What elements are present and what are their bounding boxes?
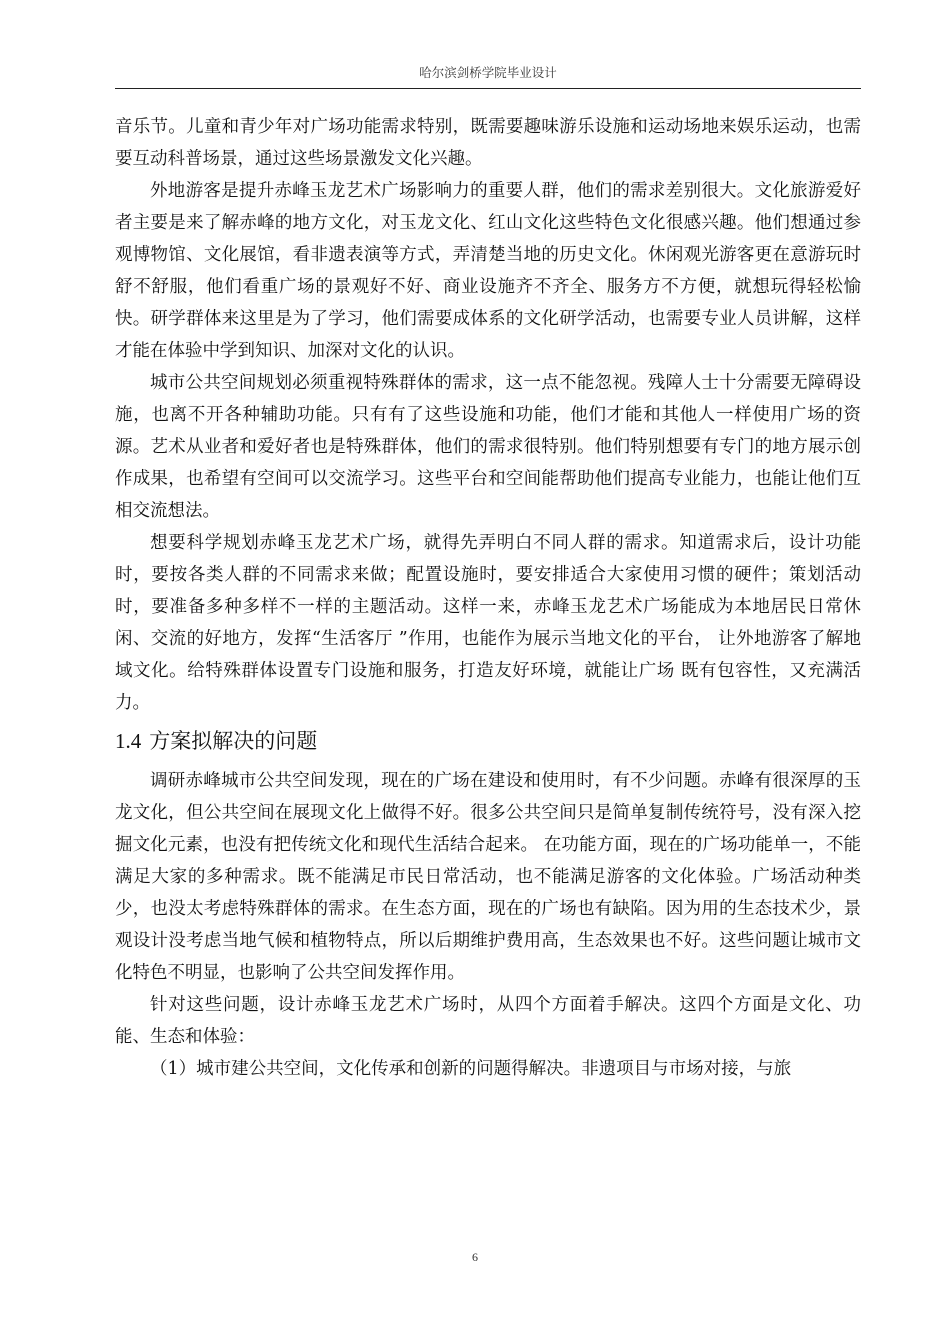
section-title: 方案拟解决的问题 bbox=[149, 729, 318, 753]
section-paragraph-3: （1）城市建公共空间，文化传承和创新的问题得解决。非遗项目与市场对接，与旅 bbox=[150, 1059, 792, 1079]
paragraph-4: 想要科学规划赤峰玉龙艺术广场，就得先弄明白不同人群的需求。知道需求后，设计功能时，要按各类人群的不同需求来做；配置设施时，要安排适合大家使用习惯的硬件；策划活动时，要准备多种多样不一样的主题活动。这样一来，赤峰玉龙艺术广场能成为本地居民日常休闲、交流的好地方，发挥“生活客厅 ”作用，也能作为展示当地文化的平台， 让外地游客了解地域文化。给特殊群体设置专门设施和服务，打造友好环境，就能让广场 既有包容性，又充满活力。 bbox=[115, 533, 861, 713]
page-number: 6 bbox=[472, 1250, 478, 1264]
section-paragraph-1: 调研赤峰城市公共空间发现，现在的广场在建设和使用时，有不少问题。赤峰有很深厚的玉龙文化，但公共空间在展现文化上做得不好。很多公共空间只是简单复制传统符号，没有深入挖掘文化元素，也没有把传统文化和现代生活结合起来。 在功能方面，现在的广场功能单一，不能满足大家的多种需求。既不能满足市民日常活动，也不能满足游客的文化体验。广场活动种类少，也没太考虑特殊群体的需求。在生态方面，现在的广场也有缺陷。因为用的生态技术少，景观设计没考虑当地气候和植物特点，所以后期维护费用高，生态效果也不好。这些问题让城市文化特色不明显，也影响了公共空间发挥作用。 bbox=[115, 771, 861, 983]
document-body bbox=[115, 111, 861, 1085]
section-number: 1.4 bbox=[115, 729, 142, 753]
header-title: 哈尔滨剑桥学院毕业设计 bbox=[419, 65, 557, 80]
page-header bbox=[115, 62, 861, 89]
paragraph-3: 城市公共空间规划必须重视特殊群体的需求，这一点不能忽视。残障人士十分需要无障碍设施，也离不开各种辅助功能。只有有了这些设施和功能，他们才能和其他人一样使用广场的资源。艺术从业者和爱好者也是特殊群体，他们的需求很特别。他们特别想要有专门的地方展示创作成果，也希望有空间可以交流学习。这些平台和空间能帮助他们提高专业能力，也能让他们互相交流想法。 bbox=[115, 373, 861, 521]
paragraph-1: 音乐节。儿童和青少年对广场功能需求特别，既需要趣味游乐设施和运动场地来娱乐运动，也需要互动科普场景，通过这些场景激发文化兴趣。 bbox=[115, 117, 861, 169]
paragraph-2: 外地游客是提升赤峰玉龙艺术广场影响力的重要人群，他们的需求差别很大。文化旅游爱好者主要是来了解赤峰的地方文化，对玉龙文化、红山文化这些特色文化很感兴趣。他们想通过参观博物馆、文化展馆，看非遗表演等方式，弄清楚当地的历史文化。休闲观光游客更在意游玩时舒不舒服，他们看重广场的景观好不好、商业设施齐不齐全、服务方不方便，就想玩得轻松愉快。研学群体来这里是为了学习，他们需要成体系的文化研学活动，也需要专业人员讲解，这样才能在体验中学到知识、加深对文化的认识。 bbox=[115, 181, 861, 361]
section-heading bbox=[115, 723, 861, 759]
section-paragraph-2: 针对这些问题，设计赤峰玉龙艺术广场时，从四个方面着手解决。这四个方面是文化、功能、生态和体验： bbox=[115, 995, 861, 1047]
